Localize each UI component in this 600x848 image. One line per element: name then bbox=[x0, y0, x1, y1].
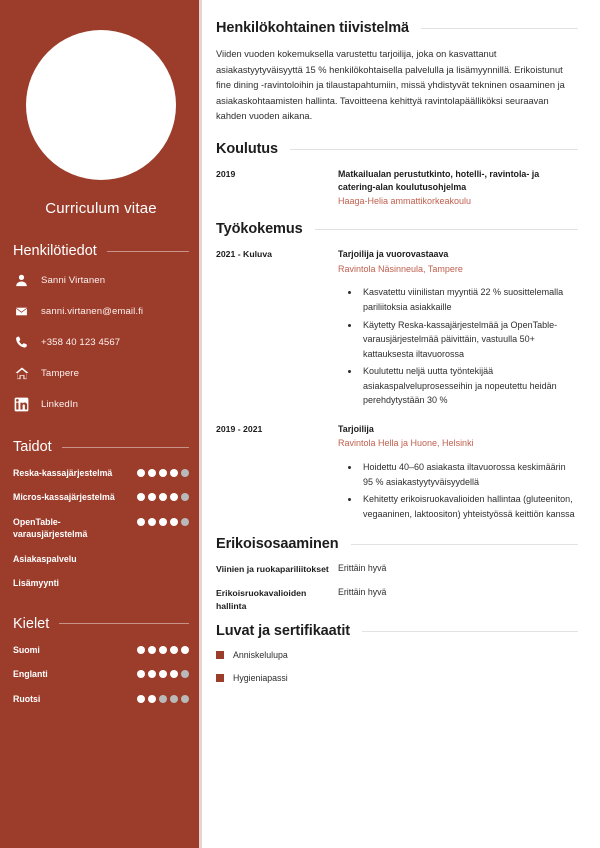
expertise-list bbox=[216, 563, 578, 612]
skill-label: Lisämyynti bbox=[13, 578, 59, 589]
certificates-list bbox=[216, 650, 578, 683]
section-summary bbox=[216, 20, 578, 125]
experience-body bbox=[338, 423, 578, 524]
rating-dot bbox=[170, 670, 178, 678]
section-title-experience: Työkokemus bbox=[216, 221, 303, 238]
rating-dot bbox=[181, 695, 189, 703]
profile-photo bbox=[26, 30, 176, 180]
section-expertise bbox=[216, 536, 578, 612]
rating-dot bbox=[170, 469, 178, 477]
header-rule bbox=[62, 447, 189, 448]
contact-value: LinkedIn bbox=[41, 398, 79, 410]
experience-body bbox=[338, 248, 578, 411]
section-header-experience bbox=[216, 221, 578, 237]
contact-value: sanni.virtanen@email.fi bbox=[41, 305, 144, 317]
rating-dot bbox=[148, 646, 156, 654]
rating-dots bbox=[137, 516, 189, 526]
section-skills bbox=[13, 439, 189, 590]
contact-row[interactable] bbox=[13, 333, 189, 351]
cv-title: Curriculum vitae bbox=[45, 200, 157, 217]
section-header-education bbox=[216, 141, 578, 157]
contact-value: Tampere bbox=[41, 367, 80, 379]
education-degree: Matkailualan perustutkinto, hotelli-, ravintola- ja catering-alan koulutusohjelma bbox=[338, 169, 540, 193]
language-item bbox=[13, 668, 189, 680]
rating-dot bbox=[170, 518, 178, 526]
education-period: 2019 bbox=[216, 169, 236, 180]
section-title-personal-details: Henkilötiedot bbox=[13, 243, 97, 259]
skill-label: Reska-kassajärjestelmä bbox=[13, 468, 113, 478]
contact-row[interactable] bbox=[13, 395, 189, 413]
experience-period: 2019 - 2021 bbox=[216, 424, 263, 435]
rating-dot bbox=[181, 518, 189, 526]
experience-org: Ravintola Näsinneula, Tampere bbox=[338, 263, 463, 274]
contact-value: +358 40 123 4567 bbox=[41, 336, 121, 348]
language-item bbox=[13, 693, 189, 705]
experience-list bbox=[216, 248, 578, 524]
expertise-name: Viinien ja ruokapariliitokset bbox=[216, 564, 329, 575]
contact-row[interactable] bbox=[13, 364, 189, 382]
section-title-summary: Henkilökohtainen tiivistelmä bbox=[216, 20, 409, 36]
header-rule bbox=[107, 251, 189, 252]
contact-list bbox=[13, 271, 189, 413]
main-content bbox=[202, 0, 600, 848]
rating-dot bbox=[181, 646, 189, 654]
rating-dot bbox=[148, 670, 156, 678]
rating-dots bbox=[137, 491, 189, 501]
experience-bullet: • Koulutettu neljä uutta työntekijää asiakaspalveluprosesseihin ja nopeutettu heidän perehdytystään 30 % bbox=[360, 364, 578, 408]
rating-dots bbox=[137, 668, 189, 678]
section-title-certificates: Luvat ja sertifikaatit bbox=[216, 623, 350, 640]
certificate-label: Anniskelulupa bbox=[233, 650, 288, 661]
languages-list bbox=[13, 644, 189, 705]
expertise-entry bbox=[216, 563, 578, 576]
rating-dot bbox=[137, 469, 145, 477]
section-personal-details bbox=[13, 243, 189, 413]
section-header-personal-details bbox=[13, 243, 189, 259]
rating-dot bbox=[159, 518, 167, 526]
rating-dot bbox=[170, 695, 178, 703]
experience-bullets bbox=[338, 285, 578, 408]
section-experience bbox=[216, 221, 578, 524]
education-body bbox=[338, 168, 578, 209]
rating-dot bbox=[159, 469, 167, 477]
experience-role: Tarjoilija ja vuorovastaava bbox=[338, 249, 449, 260]
header-rule bbox=[290, 149, 578, 150]
experience-bullets bbox=[338, 460, 578, 521]
rating-dot bbox=[181, 493, 189, 501]
contact-row[interactable] bbox=[13, 271, 189, 289]
language-item bbox=[13, 644, 189, 656]
skill-item bbox=[13, 491, 189, 503]
section-header-summary bbox=[216, 20, 578, 36]
rating-dots bbox=[137, 644, 189, 654]
rating-dot bbox=[159, 646, 167, 654]
rating-dot bbox=[148, 469, 156, 477]
experience-period: 2021 - Kuluva bbox=[216, 249, 273, 260]
education-entry bbox=[216, 168, 578, 209]
certificate-label: Hygieniapassi bbox=[233, 673, 288, 684]
rating-dot bbox=[170, 493, 178, 501]
square-bullet-icon bbox=[216, 651, 224, 659]
section-title-skills: Taidot bbox=[13, 439, 52, 455]
summary-text: Viiden vuoden kokemuksella varustettu tarjoilija, joka on kasvattanut asiakastyytyväisyyttä 15 % henkilökohtaisella palvelulla ja lisämyynnillä. Erikoistunut fine dining -ravintoloihin ja tilaustapahtumiin, missä yhdistyvät tekninen osaaminen ja asiakaskohtaamisten hallinta. Tavoitteena kehittyä ravintolapäälliköksi seuraavan kahden vuoden aikana. bbox=[216, 49, 565, 122]
rating-dots bbox=[137, 693, 189, 703]
experience-role: Tarjoilija bbox=[338, 424, 374, 435]
rating-dot bbox=[148, 493, 156, 501]
section-header-skills bbox=[13, 439, 189, 455]
language-label: Ruotsi bbox=[13, 693, 41, 704]
rating-dot bbox=[159, 670, 167, 678]
experience-entry bbox=[216, 423, 578, 524]
section-title-languages: Kielet bbox=[13, 615, 50, 632]
rating-dots bbox=[137, 467, 189, 477]
expertise-entry bbox=[216, 587, 578, 612]
expertise-level: Erittäin hyvä bbox=[338, 587, 387, 598]
experience-bullet: • Kasvatettu viinilistan myyntiä 22 % suosittelemalla pariliitoksia asiakkaille bbox=[360, 285, 578, 314]
section-header-certificates bbox=[216, 623, 578, 639]
experience-entry bbox=[216, 248, 578, 411]
square-bullet-icon bbox=[216, 674, 224, 682]
rating-dot bbox=[137, 670, 145, 678]
skill-item bbox=[13, 467, 189, 479]
header-rule bbox=[421, 28, 578, 29]
rating-dot bbox=[181, 469, 189, 477]
section-certificates bbox=[216, 623, 578, 683]
expertise-level: Erittäin hyvä bbox=[338, 563, 387, 574]
experience-bullet: • Hoidettu 40–60 asiakasta iltavuorossa keskimäärin 95 % asiakastyytyväisyydellä bbox=[360, 460, 578, 489]
sidebar bbox=[0, 0, 202, 848]
header-rule bbox=[315, 229, 578, 230]
contact-value: Sanni Virtanen bbox=[41, 274, 106, 286]
linkedin-icon bbox=[13, 396, 30, 413]
expertise-name: Erikoisruokavalioiden hallinta bbox=[216, 588, 307, 611]
skill-label: Micros-kassajärjestelmä bbox=[13, 492, 115, 503]
language-label: Suomi bbox=[13, 644, 40, 655]
skill-label: Asiakaspalvelu bbox=[13, 553, 77, 564]
education-school: Haaga-Helia ammattikorkeakoulu bbox=[338, 196, 472, 207]
rating-dot bbox=[137, 518, 145, 526]
certificate-item bbox=[216, 650, 578, 660]
header-rule bbox=[59, 623, 189, 624]
header-rule bbox=[351, 544, 578, 545]
experience-bullet: • Käytetty Reska-kassajärjestelmää ja OpenTable-varausjärjestelmää päivittäin, vastuulla 50+ kattauksesta iltavuorossa bbox=[360, 318, 578, 362]
rating-dot bbox=[159, 695, 167, 703]
experience-bullet: • Kehitetty erikoisruokavalioiden hallintaa (gluteeniton, vegaaninen, laktoositon) yhteistyössä keittiön kanssa bbox=[360, 492, 578, 521]
section-title-education: Koulutus bbox=[216, 141, 279, 158]
section-title-expertise: Erikoisosaaminen bbox=[216, 536, 339, 553]
section-header-languages bbox=[13, 616, 189, 632]
rating-dot bbox=[159, 493, 167, 501]
rating-dot bbox=[137, 493, 145, 501]
phone-icon bbox=[13, 334, 30, 351]
rating-dot bbox=[137, 646, 145, 654]
skills-list bbox=[13, 467, 189, 590]
certificate-item bbox=[216, 673, 578, 683]
skill-item bbox=[13, 516, 189, 541]
rating-dot bbox=[170, 646, 178, 654]
rating-dot bbox=[181, 670, 189, 678]
person-icon bbox=[13, 272, 30, 289]
skill-item bbox=[13, 577, 189, 589]
header-rule bbox=[362, 631, 578, 632]
education-list bbox=[216, 168, 578, 209]
skill-label: OpenTable-varausjärjestelmä bbox=[13, 516, 88, 540]
section-languages bbox=[13, 616, 189, 705]
contact-row[interactable] bbox=[13, 302, 189, 320]
language-label: Englanti bbox=[13, 669, 48, 680]
experience-org: Ravintola Hella ja Huone, Helsinki bbox=[338, 438, 474, 449]
section-education bbox=[216, 141, 578, 209]
rating-dot bbox=[148, 695, 156, 703]
section-header-expertise bbox=[216, 536, 578, 552]
envelope-icon bbox=[13, 303, 30, 320]
rating-dot bbox=[148, 518, 156, 526]
rating-dot bbox=[137, 695, 145, 703]
skill-item bbox=[13, 553, 189, 565]
home-icon bbox=[13, 365, 30, 382]
